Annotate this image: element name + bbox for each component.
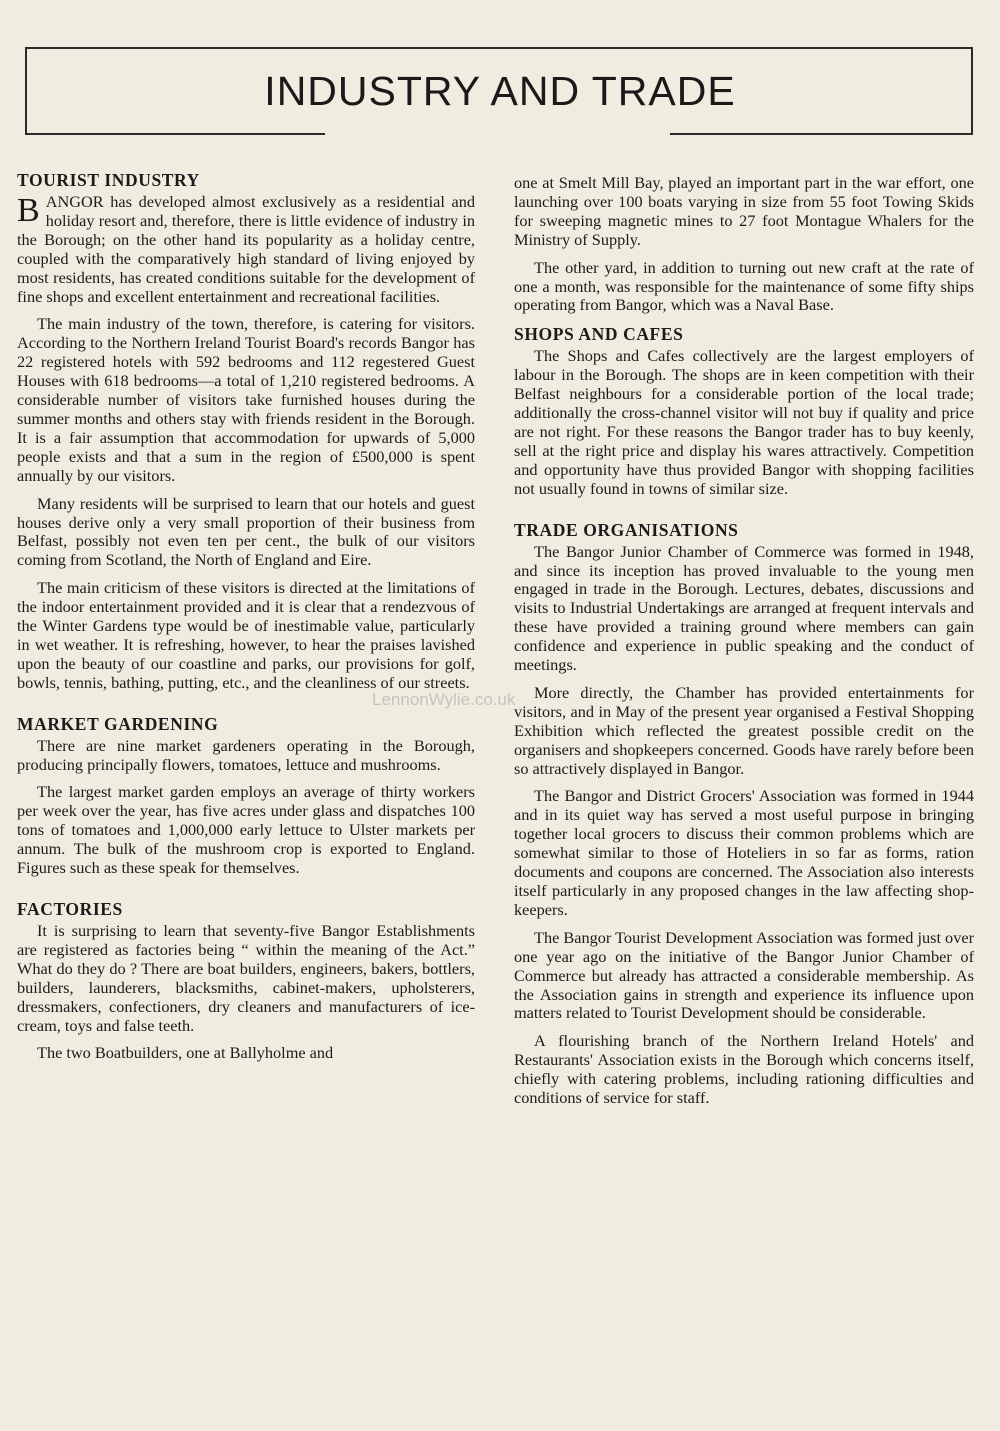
heading-shops-and-cafes: SHOPS AND CAFES — [514, 324, 684, 345]
heading-tourist-industry: TOURIST INDUSTRY — [17, 170, 200, 190]
tourist-paragraph-3: Many residents will be surprised to learn that our hotels and guest houses derive only a very small proportion of their business from Belfast, possibly not even ten per cent., the bulk of our visitors coming from Scotland, the North of England and Eire. — [17, 493, 475, 570]
heading-market-gardening: MARKET GARDENING — [17, 713, 219, 734]
trade-paragraph-4: The Bangor Tourist Development Association was formed just over one year ago on the initiative of the Bangor Junior Chamber of Commerce but already has attracted a considerable membership. As the Association gains in strength and experience its influence upon matters related to Tourist Development should be considerable. — [514, 927, 974, 1023]
trade-paragraph-2: More directly, the Chamber has provided entertainments for visitors, and in May of the present year organised a Festival Shopping Exhibition which reflected the greatest possible credit on the organisers and shopkeepers concerned. Goods have rarely before been so attractively displayed in Bangor. — [514, 682, 974, 778]
title-rule-right — [670, 133, 973, 135]
market-paragraph-1: There are nine market gardeners operating in the Borough, producing principally flowers, tomatoes, lettuce and mushrooms. — [17, 735, 475, 774]
shops-paragraph-1: The Shops and Cafes collectively are the largest employers of labour in the Borough. The shops are in keen competition with their Belfast neighbours for a considerable portion of the local trade; additionally the cross-channel visitor will not buy if quality and price are not right. For these reasons the Bangor trader has to buy keenly, sell at the right price and display his wares attractively. Competition and opportunity have thus provided Bangor with shopping facilities not usually found in towns of similar size. — [514, 346, 974, 498]
factories-paragraph-2: The two Boatbuilders, one at Ballyholme and — [37, 1043, 334, 1063]
section-tourist-industry — [17, 170, 475, 693]
section-factories — [17, 899, 475, 1063]
boat-paragraph-1: one at Smelt Mill Bay, played an important part in the war effort, one launching over 100 boats varying in size from 55 foot Towing Skids for sweeping magnetic mines to 27 foot Montague Whalers for the Ministry of Supply. — [514, 173, 974, 249]
heading-factories: FACTORIES — [17, 899, 123, 919]
section-trade-organisations — [514, 520, 974, 1108]
factories-paragraph-1: It is surprising to learn that seventy-five Bangor Establishments are registered as factories being “ within the meaning of the Act.” What do they do ? There are boat builders, engineers, bakers, bottlers, builders, launderers, blacksmiths, cabinet-makers, upholsterers, dressmakers, confectioners, dry cleaners and manufacturers of ice-cream, toys and false teeth. — [17, 921, 475, 1035]
left-column — [17, 170, 475, 1072]
heading-trade-organisations: TRADE ORGANISATIONS — [514, 519, 739, 540]
market-paragraph-2: The largest market garden employs an average of thirty workers per week over the year, has five acres under glass and dispatches 100 tons of tomatoes and 1,000,000 early lettuce to Ulster markets per annum. The bulk of the mushroom crop is exported to England. Figures such as these speak for themselves. — [17, 782, 475, 878]
tourist-paragraph-4: The main criticism of these visitors is directed at the limitations of the indoor entertainment provided and it is clear that a rendezvous of the Winter Gardens type would be of inestimable value, particularly in wet weather. It is refreshing, however, to hear the praises lavished upon the beauty of our coastline and parks, our provisions for golf, bowls, tennis, bathing, putting, etc., and the cleanliness of our streets. — [17, 578, 475, 692]
section-boatbuilders-continued — [514, 174, 974, 315]
boat-paragraph-2: The other yard, in addition to turning out new craft at the rate of one a month, was responsible for the maintenance of some fifty ships operating from Bangor, which was a Naval Base. — [514, 257, 974, 315]
trade-paragraph-3: The Bangor and District Grocers' Association was formed in 1944 and in its quiet way has served a most useful purpose in bringing together local grocers to discuss their common problems which are somewhat similar to those of Hoteliers in so far as forms, ration documents and coupons are concerned. The Association also interests itself particularly in any proposed changes in the law affecting shop-keepers. — [514, 786, 974, 919]
page-title: INDUSTRY AND TRADE — [264, 68, 736, 114]
tourist-paragraph-1 — [17, 193, 475, 306]
section-market-gardening — [17, 714, 475, 878]
tourist-paragraph-2: The main industry of the town, therefore, is catering for visitors. According to the Northern Ireland Tourist Board's records Bangor has 22 registered hotels with 592 bedrooms and 112 regestered Guest Houses with 618 bedrooms—a total of 1,210 registered bedrooms. A considerable number of visitors take furnished houses during the summer months and others stay with friends resident in the Borough. It is a fair assumption that accommodation for upwards of 5,000 people exists and that a sum in the region of £500,000 is spent annually by our visitors. — [17, 314, 475, 485]
trade-paragraph-1: The Bangor Junior Chamber of Commerce was formed in 1948, and since its inception has proved invaluable to the young men engaged in trade in the Borough. Lectures, debates, discussions and visits to Industrial Undertakings are arranged at frequent intervals and these have provided a training ground where members can gain confidence and experience in public speaking and the conduct of meetings. — [514, 541, 974, 675]
tourist-paragraph-1-text: ANGOR has developed almost exclusively as a residential and holiday resort and, therefore, there is little evidence of industry in the Borough; on the other hand its popularity as a holiday centre, coupled with the comparatively high standard of living enjoyed by most residents, has created conditions suitable for the development of fine shops and excellent entertainment and recreational facilities. — [17, 192, 475, 306]
title-rule-left — [25, 133, 325, 135]
section-shops-and-cafes — [514, 324, 974, 498]
trade-paragraph-5: A flourishing branch of the Northern Ireland Hotels' and Restaurants' Association exists in the Borough which concerns itself, chiefly with catering problems, including rationing difficulties and conditions of service for staff. — [514, 1031, 974, 1108]
drop-cap: B — [17, 192, 40, 229]
right-column — [514, 174, 974, 1117]
watermark: LennonWylie.co.uk — [372, 690, 516, 709]
